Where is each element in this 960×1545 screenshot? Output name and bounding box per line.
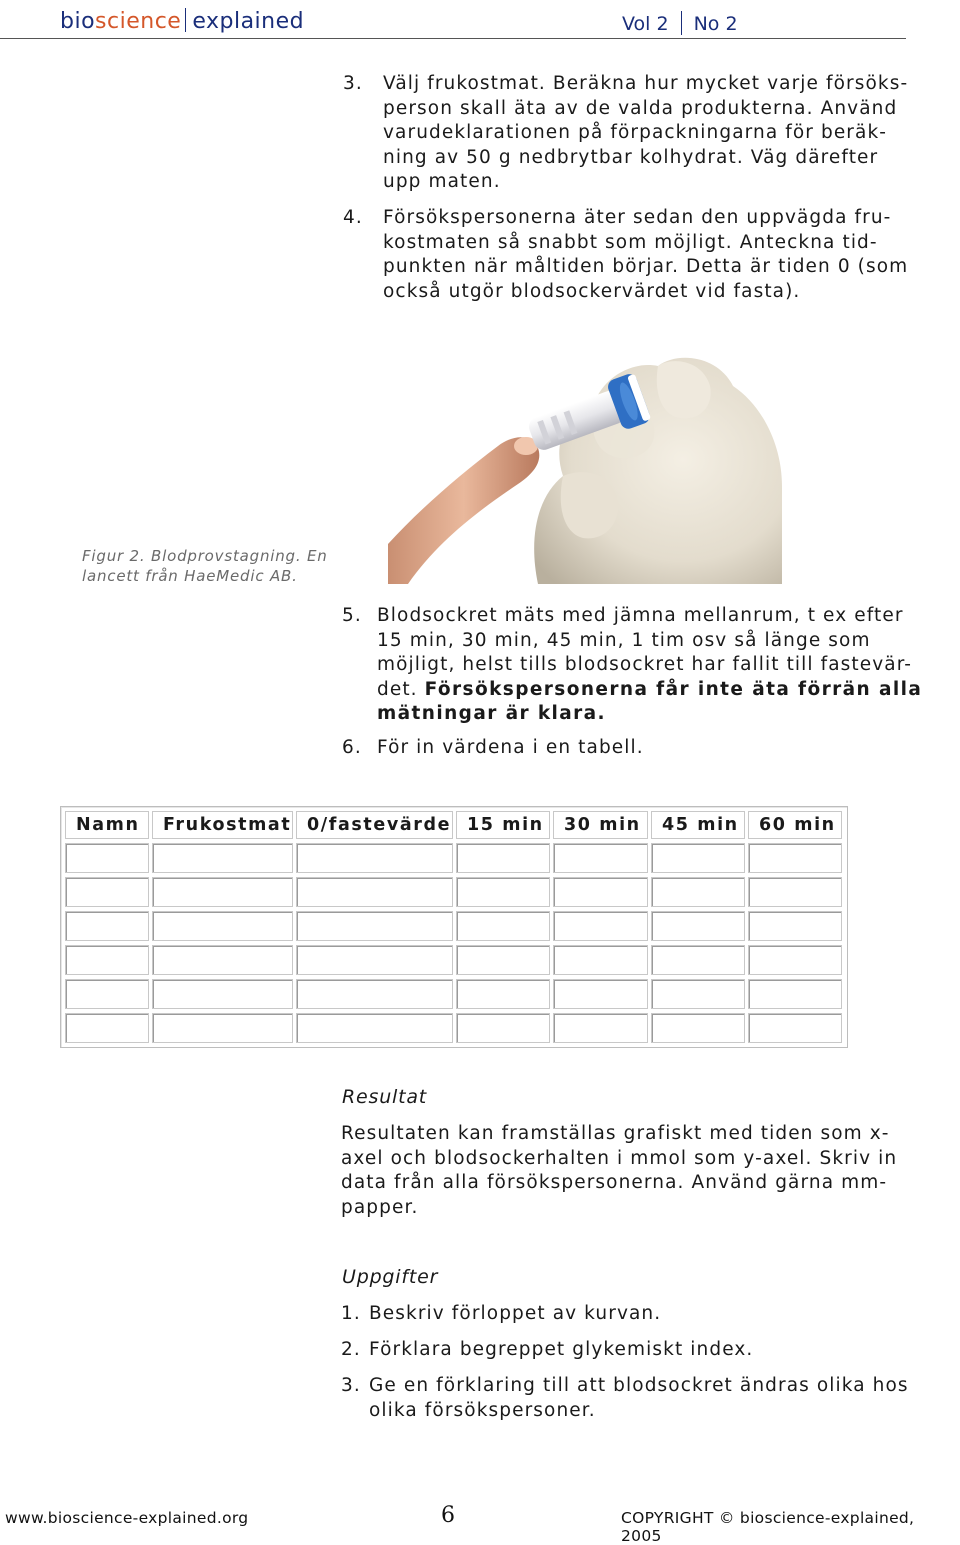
table-cell: [152, 877, 293, 907]
task-text: [369, 1338, 911, 1363]
table-cell: [152, 843, 293, 873]
text-line: 15 min, 30 min, 45 min, 1 tim osv så länge som: [377, 629, 871, 651]
text-line: punkten när måltiden börjar. Detta är tiden 0 (som: [383, 256, 909, 277]
task-3: [341, 1374, 911, 1423]
lancet-photo: [388, 306, 782, 584]
text-line: Beskriv förloppet av kurvan.: [369, 1303, 662, 1324]
table-cell: [651, 1013, 745, 1043]
figure-caption: [82, 546, 328, 586]
header-cell-45min: 45 min: [651, 811, 745, 839]
table-cell: [296, 911, 453, 941]
step-text: [383, 206, 909, 304]
table-cell: [65, 1013, 149, 1043]
task-text: [369, 1374, 911, 1423]
brand-bio: bio: [60, 9, 96, 34]
table-cell: [296, 945, 453, 975]
table-cell: [456, 911, 550, 941]
volume-label: Vol 2: [622, 13, 669, 35]
table-cell: [748, 911, 842, 941]
table-cell: [748, 945, 842, 975]
brand-divider: [185, 8, 186, 32]
text-line: också utgör blodsockervärdet vid fasta).: [383, 280, 801, 302]
table-cell: [651, 843, 745, 873]
step-4: [343, 206, 909, 304]
step-text: [377, 736, 902, 761]
text-line: ning av 50 g nedbrytbar kolhydrat. Väg därefter: [383, 146, 879, 168]
results-heading: Resultat: [342, 1086, 428, 1108]
header-cell-namn: Namn: [65, 811, 149, 839]
results-body: [341, 1122, 911, 1220]
table-cell: [553, 911, 648, 941]
number-label: No 2: [693, 13, 738, 35]
table-cell: [748, 843, 842, 873]
step-text: [383, 72, 909, 195]
step-3: [343, 72, 909, 195]
table-cell: [65, 843, 149, 873]
table-cell: [651, 877, 745, 907]
task-number: 2.: [341, 1339, 361, 1360]
text-line: kostmaten så snabbt som möjligt. Anteckna tid-: [383, 231, 878, 253]
table-cell: [152, 1013, 293, 1043]
table-cell: [456, 1013, 550, 1043]
step-text: [377, 604, 923, 727]
task-text: [369, 1302, 911, 1327]
text-line: Välj frukostmat. Beräkna hur mycket varje försöks-: [383, 73, 909, 94]
text-line: Blodsockret mäts med jämna mellanrum, t ex efter: [377, 605, 904, 626]
table-cell: [65, 945, 149, 975]
page-number: 6: [441, 1503, 455, 1528]
brand-science: science: [95, 9, 182, 34]
text-bold: Försökspersonerna får inte äta förrän alla: [424, 678, 923, 700]
header-cell-frukostmat: Frukostmat: [152, 811, 293, 839]
step-5: [342, 604, 923, 727]
step-number: 3.: [343, 73, 363, 94]
step-number: 5.: [342, 605, 362, 626]
brand-explained: explained: [192, 9, 305, 34]
table-cell: [553, 877, 648, 907]
page-header: [0, 0, 906, 39]
text-line: [377, 678, 923, 703]
caption-line: Figur 2. Blodprovstagning. En: [82, 547, 328, 565]
text-bold: mätningar är klara.: [377, 703, 606, 724]
table-cell: [65, 877, 149, 907]
tasks-heading: Uppgifter: [342, 1266, 439, 1288]
task-number: 1.: [341, 1303, 361, 1324]
text-line: Ge en förklaring till att blodsockret ändras olika hos: [369, 1375, 909, 1396]
table-cell: [456, 945, 550, 975]
lancet-photo-icon: [388, 306, 782, 584]
header-cell-30min: 30 min: [553, 811, 648, 839]
table-cell: [748, 877, 842, 907]
footer-url-link[interactable]: www.bioscience-explained.org: [5, 1509, 249, 1527]
task-1: [341, 1302, 911, 1327]
results-text: [341, 1122, 911, 1220]
text-line: Förklara begreppet glykemiskt index.: [369, 1339, 754, 1360]
text-plain: det.: [377, 678, 425, 700]
table-cell: [296, 877, 453, 907]
table-cell: [152, 979, 293, 1009]
text-line: person skall äta av de valda produkterna. Använd: [383, 97, 898, 119]
text-line: möjligt, helst tills blodsockret har fallit till fastevär-: [377, 654, 913, 675]
table-cell: [553, 979, 648, 1009]
issue-divider: [681, 11, 682, 35]
text-line: axel och blodsockerhalten i mmol som y-axel. Skriv in: [341, 1147, 898, 1169]
step-number: 4.: [343, 207, 363, 228]
task-2: [341, 1338, 911, 1363]
table-cell: [748, 1013, 842, 1043]
step-6: [342, 736, 902, 761]
text-line: papper.: [341, 1196, 419, 1218]
step-number: 6.: [342, 737, 362, 758]
table-cell: [296, 843, 453, 873]
table-cell: [456, 843, 550, 873]
header-cell-fastevarde: 0/fastevärde: [296, 811, 453, 839]
table-cell: [65, 979, 149, 1009]
results-table: [60, 806, 848, 1048]
table-cell: [456, 979, 550, 1009]
task-number: 3.: [341, 1375, 361, 1396]
table-cell: [553, 945, 648, 975]
table-cell: [296, 979, 453, 1009]
table-cell: [152, 911, 293, 941]
footer-copyright: COPYRIGHT © bioscience-explained, 2005: [621, 1509, 915, 1545]
table-cell: [748, 979, 842, 1009]
table-cell: [152, 945, 293, 975]
header-cell-15min: 15 min: [456, 811, 550, 839]
text-line: olika försökspersoner.: [369, 1399, 596, 1421]
caption-line: lancett från HaeMedic AB.: [82, 567, 298, 585]
table-cell: [296, 1013, 453, 1043]
text-line: data från alla försökspersonerna. Använd gärna mm-: [341, 1172, 888, 1193]
text-line: [377, 702, 902, 727]
table-cell: [553, 843, 648, 873]
table-cell: [651, 911, 745, 941]
text-line: Försökspersonerna äter sedan den uppvägda fru-: [383, 207, 892, 228]
table-cell: [456, 877, 550, 907]
text-line: Resultaten kan framställas grafiskt med tiden som x-: [341, 1123, 890, 1144]
header-cell-60min: 60 min: [748, 811, 842, 839]
table-cell: [651, 979, 745, 1009]
table-cell: [553, 1013, 648, 1043]
text-line: upp maten.: [383, 171, 501, 192]
text-line: varudeklarationen på förpackningarna för beräk-: [383, 122, 888, 143]
issue-info: [622, 11, 738, 35]
text-line: För in värdena i en tabell.: [377, 737, 644, 758]
table-cell: [65, 911, 149, 941]
table-cell: [651, 945, 745, 975]
journal-brand: [60, 8, 304, 34]
